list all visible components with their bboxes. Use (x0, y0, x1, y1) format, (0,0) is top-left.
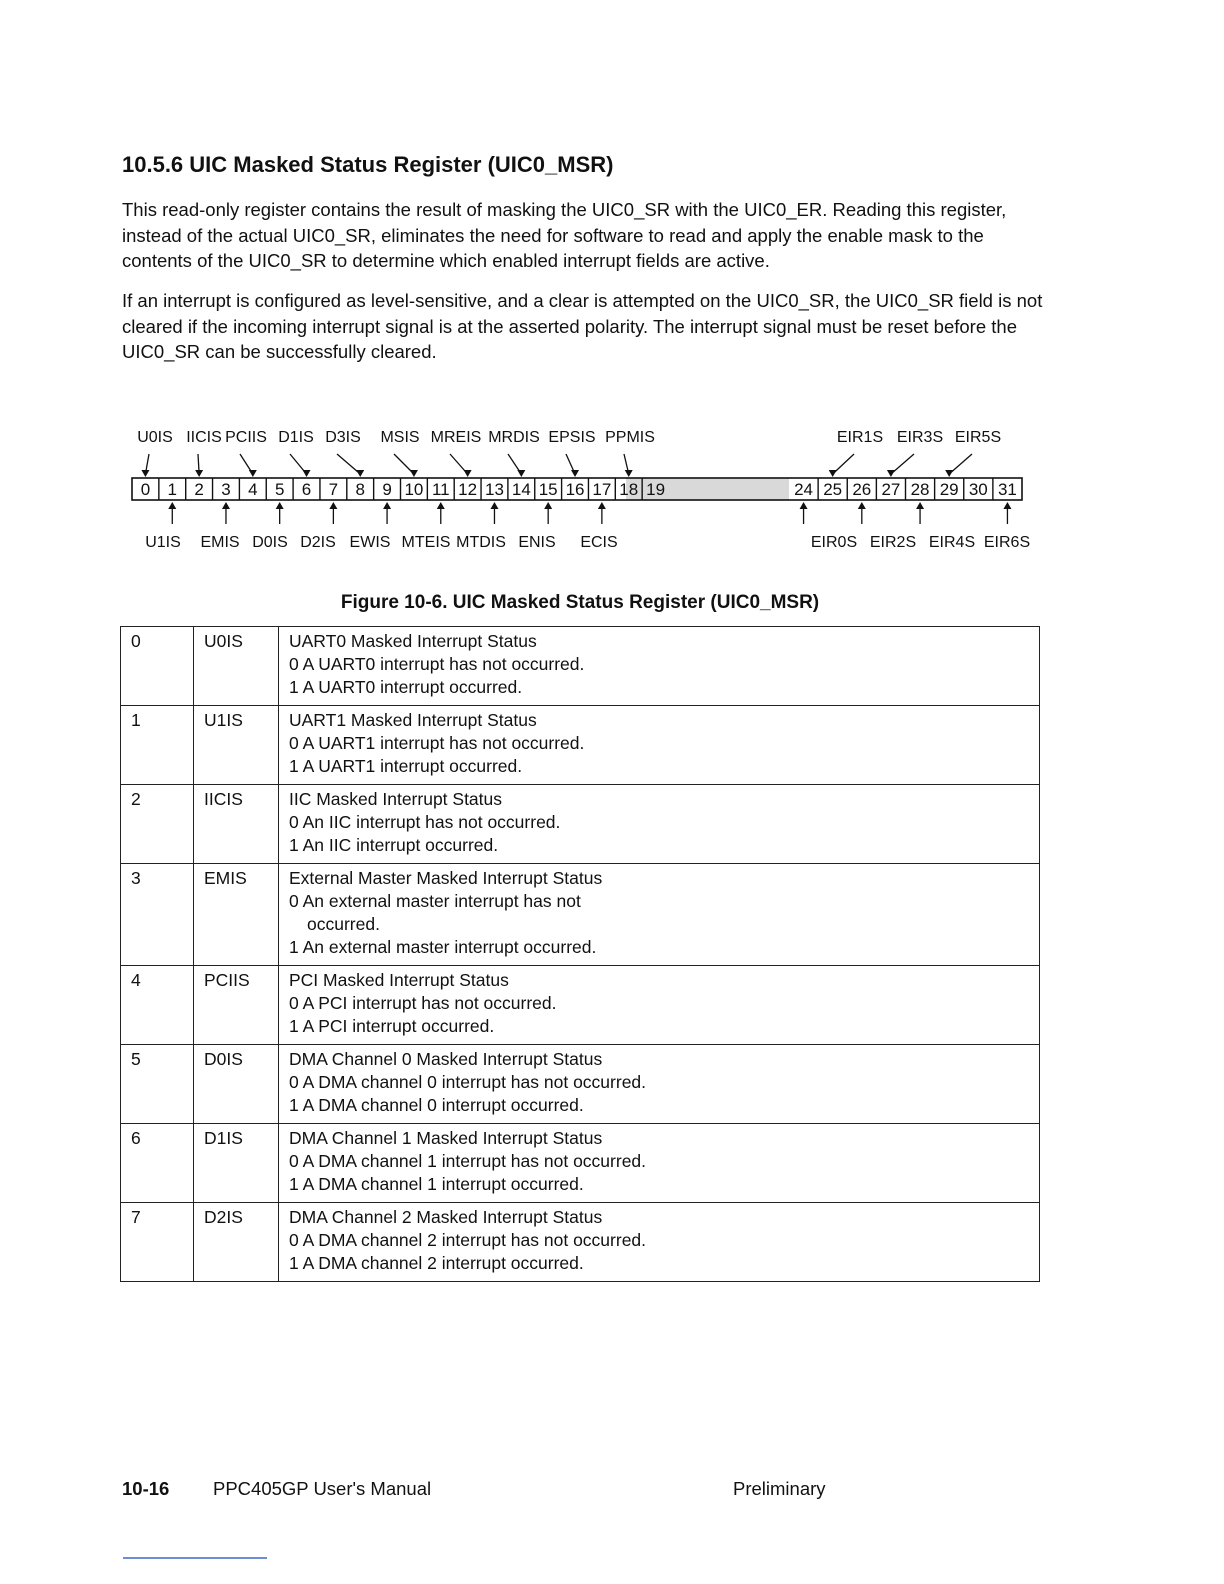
bottom-arrow-head (383, 502, 391, 509)
field-value-meaning: 1 A DMA channel 1 interrupt occurred. (289, 1174, 584, 1194)
top-arrow-head (517, 470, 525, 477)
bit-number: 6 (301, 480, 312, 499)
bit-index: 3 (121, 864, 194, 966)
bit-index: 6 (121, 1124, 194, 1203)
bottom-arrow-head (276, 502, 284, 509)
field-name: D0IS (194, 1045, 279, 1124)
field-name: PCIIS (194, 966, 279, 1045)
bit-number: 0 (140, 480, 151, 499)
field-value-meaning: 0 An IIC interrupt has not occurred. (289, 812, 561, 832)
document-status: Preliminary (733, 1478, 826, 1499)
bottom-arrow-head (168, 502, 176, 509)
bottom-field-label: ENIS (518, 534, 556, 551)
bit-index: 7 (121, 1203, 194, 1282)
field-value-meaning: 0 A DMA channel 2 interrupt has not occurred. (289, 1230, 647, 1250)
field-name: U1IS (194, 706, 279, 785)
bit-index: 2 (121, 785, 194, 864)
bottom-field-label: EIR6S (983, 534, 1031, 551)
bit-number: 15 (538, 480, 558, 499)
table-row (121, 1045, 1040, 1124)
bit-number: 10 (404, 480, 424, 499)
bottom-arrow-head (437, 502, 445, 509)
bit-number: 27 (881, 480, 901, 499)
top-field-label: IICIS (186, 429, 222, 446)
field-title: PCI Masked Interrupt Status (289, 970, 509, 990)
top-field-label: MSIS (380, 429, 420, 446)
top-arrow-head (356, 470, 364, 477)
bit-field-table (120, 626, 1040, 1282)
bottom-field-label: EIR2S (869, 534, 917, 551)
field-description (279, 706, 1040, 785)
field-value-meaning: 1 A UART1 interrupt occurred. (289, 756, 523, 776)
top-field-label: EIR1S (836, 429, 884, 446)
bottom-field-label: ECIS (580, 534, 618, 551)
bit-number: 24 (794, 480, 814, 499)
bit-number: 7 (328, 480, 339, 499)
page-number: 10-16 (122, 1478, 170, 1499)
field-value-meaning: 0 An external master interrupt has not occurred. (289, 891, 581, 934)
table-row (121, 864, 1040, 966)
top-field-label: D1IS (278, 429, 314, 446)
bit-number: 1 (167, 480, 178, 499)
bottom-arrow-head (490, 502, 498, 509)
field-name: EMIS (194, 864, 279, 966)
field-title: UART0 Masked Interrupt Status (289, 631, 537, 651)
table-row (121, 706, 1040, 785)
field-title: DMA Channel 2 Masked Interrupt Status (289, 1207, 603, 1227)
bit-number: 13 (485, 480, 504, 499)
field-value-meaning: 0 A UART1 interrupt has not occurred. (289, 733, 585, 753)
top-arrow-head (625, 470, 633, 477)
bottom-field-label: MTEIS (401, 534, 451, 551)
top-arrow-head (141, 470, 149, 477)
top-arrow-head (464, 470, 472, 477)
bit-number: 3 (221, 480, 231, 499)
bit-number: 16 (565, 480, 585, 499)
top-arrow-head (410, 470, 418, 477)
field-title: DMA Channel 1 Masked Interrupt Status (289, 1128, 603, 1148)
bit-index: 4 (121, 966, 194, 1045)
bottom-field-label: EMIS (200, 534, 240, 551)
bit-number: 5 (274, 480, 285, 499)
field-description (279, 785, 1040, 864)
top-field-label: PCIIS (225, 429, 267, 446)
bottom-field-label: EIR0S (810, 534, 858, 551)
top-field-label: MRDIS (488, 429, 540, 446)
field-description (279, 1045, 1040, 1124)
field-value-meaning: 1 A DMA channel 2 interrupt occurred. (289, 1253, 584, 1273)
bottom-field-label: D2IS (300, 534, 336, 551)
bottom-arrow-head (598, 502, 606, 509)
top-field-label: MREIS (430, 429, 482, 446)
bit-number: 11 (431, 480, 450, 499)
intro-paragraph: This read-only register contains the result of masking the UIC0_SR with the UIC0_ER. Reading this register, instead of the actual UIC0_SR, eliminates the need for software to read and apply the enable mask to the contents of the UIC0_SR to determine which enabled interrupt fields are active. (122, 199, 1007, 271)
field-value-meaning: 1 A UART0 interrupt occurred. (289, 677, 523, 697)
manual-title: PPC405GP User's Manual (213, 1478, 432, 1499)
bottom-arrow-head (858, 502, 866, 509)
bottom-arrow-head (544, 502, 552, 509)
field-value-meaning: 0 A PCI interrupt has not occurred. (289, 993, 557, 1013)
bottom-rule (123, 1557, 267, 1559)
table-row (121, 627, 1040, 706)
field-description (279, 966, 1040, 1045)
bottom-field-label: D0IS (252, 534, 288, 551)
bit-index: 1 (121, 706, 194, 785)
register-diagram (0, 420, 1224, 570)
table-row (121, 966, 1040, 1045)
bit-number: 25 (823, 480, 843, 499)
field-name: D1IS (194, 1124, 279, 1203)
field-title: External Master Masked Interrupt Status (289, 868, 603, 888)
figure-caption: Figure 10-6. UIC Masked Status Register (UIC0_MSR) (340, 592, 820, 613)
field-title: UART1 Masked Interrupt Status (289, 710, 537, 730)
bit-number: 31 (997, 480, 1017, 499)
field-name: IICIS (194, 785, 279, 864)
bit-index: 0 (121, 627, 194, 706)
top-arrow-line (337, 454, 360, 474)
field-description (279, 864, 1040, 966)
bit-index: 5 (121, 1045, 194, 1124)
bottom-field-label: EWIS (349, 534, 391, 551)
bottom-arrow-head (916, 502, 924, 509)
bottom-arrow-head (1003, 502, 1011, 509)
bottom-arrow-head (800, 502, 808, 509)
bottom-field-label: U1IS (145, 534, 181, 551)
field-value-meaning: 0 A UART0 interrupt has not occurred. (289, 654, 585, 674)
field-description (279, 627, 1040, 706)
top-arrow-head (829, 470, 837, 477)
bit-number: 19 (646, 480, 666, 499)
field-value-meaning: 0 A DMA channel 0 interrupt has not occurred. (289, 1072, 647, 1092)
level-sensitive-paragraph: If an interrupt is configured as level-sensitive, and a clear is attempted on the UIC0_SR, the UIC0_SR field is not cleared if the incoming interrupt signal is at the asserted polarity. The interrupt signal must be reset before the UIC0_SR can be successfully cleared. (122, 290, 1043, 362)
top-field-label: EIR5S (954, 429, 1002, 446)
bottom-arrow-head (329, 502, 337, 509)
bottom-field-label: EIR4S (928, 534, 976, 551)
field-name: U0IS (194, 627, 279, 706)
bit-number: 18 (619, 480, 639, 499)
section-heading: 10.5.6 UIC Masked Status Register (UIC0_MSR) (122, 152, 614, 177)
bit-number: 4 (248, 480, 258, 499)
top-arrow-head (195, 470, 203, 477)
top-field-label: EIR3S (896, 429, 944, 446)
top-arrow-head (303, 470, 311, 477)
bit-number: 2 (194, 480, 204, 499)
bottom-arrow-head (222, 502, 230, 509)
top-field-label: PPMIS (605, 429, 655, 446)
bit-number: 30 (968, 480, 988, 499)
table-row (121, 1203, 1040, 1282)
bit-number: 8 (355, 480, 365, 499)
bit-number: 29 (939, 480, 959, 499)
field-value-meaning: 1 An external master interrupt occurred. (289, 937, 597, 957)
top-arrow-head (249, 470, 257, 477)
table-row (121, 785, 1040, 864)
field-name: D2IS (194, 1203, 279, 1282)
top-arrow-head (571, 470, 579, 477)
bit-number: 17 (592, 480, 612, 499)
field-value-meaning: 1 A DMA channel 0 interrupt occurred. (289, 1095, 584, 1115)
field-title: DMA Channel 0 Masked Interrupt Status (289, 1049, 603, 1069)
field-value-meaning: 0 A DMA channel 1 interrupt has not occurred. (289, 1151, 647, 1171)
field-description (279, 1203, 1040, 1282)
top-field-label: U0IS (137, 429, 173, 446)
table-row (121, 1124, 1040, 1203)
top-field-label: D3IS (325, 429, 361, 446)
field-value-meaning: 1 A PCI interrupt occurred. (289, 1016, 495, 1036)
top-arrow-head (945, 470, 953, 477)
bit-number: 28 (910, 480, 930, 499)
bit-number: 12 (458, 480, 478, 499)
field-description (279, 1124, 1040, 1203)
top-field-label: EPSIS (548, 429, 596, 446)
bit-number: 26 (852, 480, 872, 499)
bit-number: 9 (382, 480, 392, 499)
top-arrow-head (887, 470, 895, 477)
field-title: IIC Masked Interrupt Status (289, 789, 503, 809)
top-arrow-line (891, 454, 914, 474)
bottom-field-label: MTDIS (456, 534, 506, 551)
field-value-meaning: 1 An IIC interrupt occurred. (289, 835, 499, 855)
bit-number: 14 (511, 480, 531, 499)
